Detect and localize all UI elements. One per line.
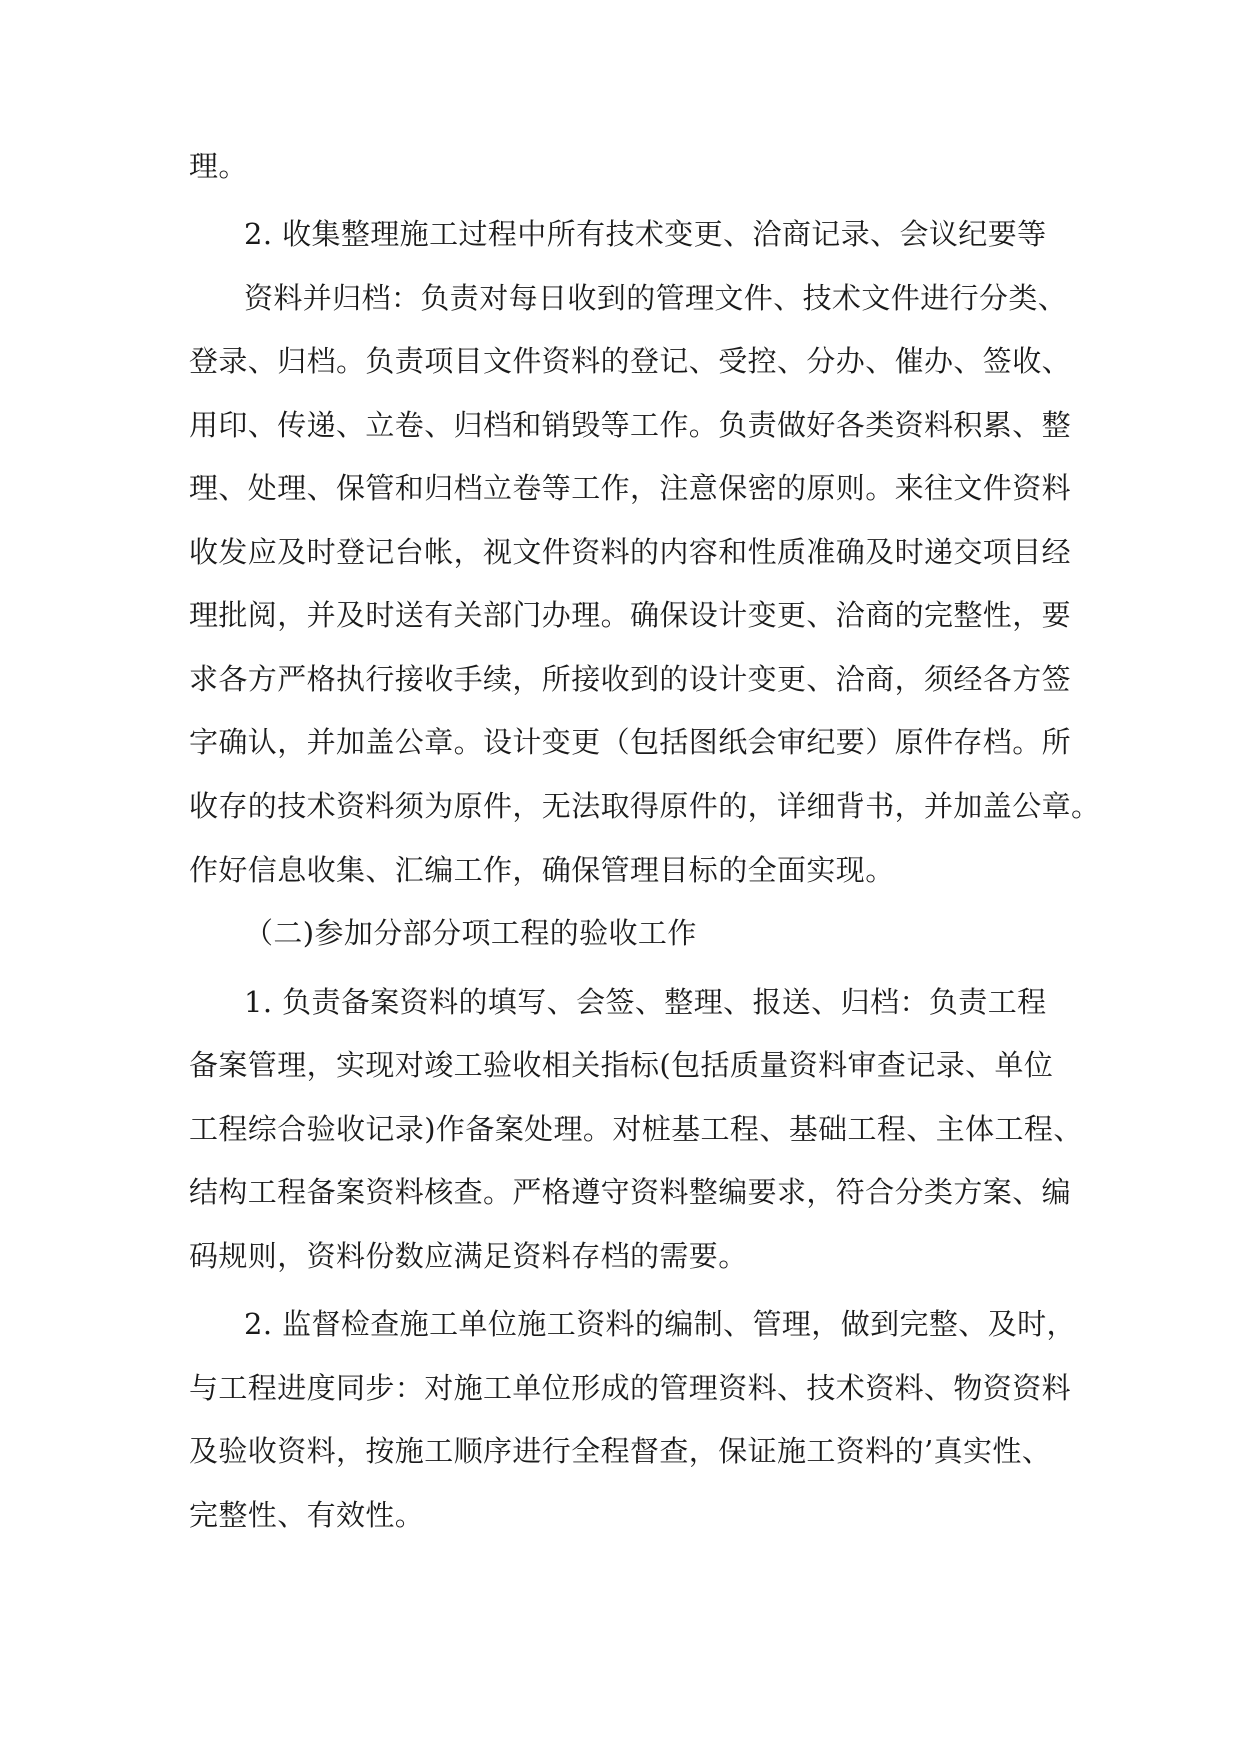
text-line: 完整性、有效性。 [189, 1498, 425, 1532]
text-line: 工程综合验收记录)作备案处理。对桩基工程、基础工程、主体工程、 [189, 1112, 1083, 1146]
text-line: 作好信息收集、汇编工作，确保管理目标的全面实现。 [189, 853, 895, 887]
text-line: 收发应及时登记台帐，视文件资料的内容和性质准确及时递交项目经 [189, 535, 1072, 569]
text-line: 与工程进度同步：对施工单位形成的管理资料、技术资料、物资资料 [189, 1371, 1072, 1405]
text-line: 结构工程备案资料核查。严格遵守资料整编要求，符合分类方案、编 [189, 1175, 1072, 1209]
text-line: 字确认，并加盖公章。设计变更（包括图纸会审纪要）原件存档。所 [189, 725, 1072, 759]
text-line: 资料并归档：负责对每日收到的管理文件、技术文件进行分类、 [244, 281, 1068, 315]
text-line: 登录、归档。负责项目文件资料的登记、受控、分办、催办、签收、 [189, 344, 1072, 378]
text-line: 理、处理、保管和归档立卷等工作，注意保密的原则。来往文件资料 [189, 471, 1072, 505]
text-line: 码规则，资料份数应满足资料存档的需要。 [189, 1239, 748, 1273]
section-heading: （二)参加分部分项工程的验收工作 [244, 916, 697, 950]
text-line: 求各方严格执行接收手续，所接收到的设计变更、洽商，须经各方签 [189, 662, 1072, 696]
text-line: 备案管理，实现对竣工验收相关指标(包括质量资料审查记录、单位 [189, 1048, 1054, 1082]
text-line: 及验收资料，按施工顺序进行全程督查，保证施工资料的’真实性、 [189, 1434, 1052, 1468]
text-line: 2. 收集整理施工过程中所有技术变更、洽商记录、会议纪要等 [244, 217, 1047, 251]
text-line: 理。 [189, 149, 248, 183]
text-line: 1. 负责备案资料的填写、会签、整理、报送、归档：负责工程 [244, 985, 1047, 1019]
text-line: 收存的技术资料须为原件，无法取得原件的，详细背书，并加盖公章。 [189, 789, 1101, 823]
text-line: 用印、传递、立卷、归档和销毁等工作。负责做好各类资料积累、整 [189, 408, 1072, 442]
text-line: 2. 监督检查施工单位施工资料的编制、管理，做到完整、及时， [244, 1307, 1076, 1341]
text-line: 理批阅，并及时送有关部门办理。确保设计变更、洽商的完整性，要 [189, 598, 1072, 632]
